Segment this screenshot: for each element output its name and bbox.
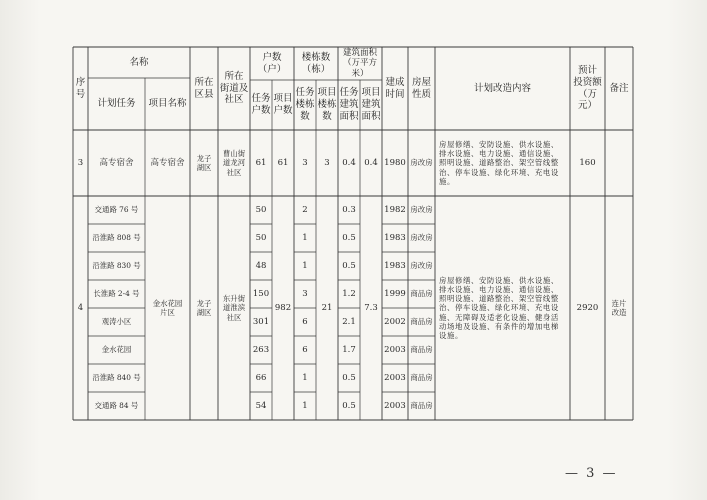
- sub-task: 沿淮路 830 号: [92, 261, 141, 271]
- row4-households-project: 982: [274, 302, 292, 313]
- header-buildings-task: 任务 楼栋 数: [295, 87, 315, 122]
- header-task-name: 计划任务: [97, 98, 136, 110]
- sub-task: 观涛小区: [101, 317, 132, 327]
- sub-year: 1983: [384, 260, 406, 271]
- sub-nature: 商品房: [410, 401, 433, 411]
- sub-area: 0.5: [342, 400, 356, 411]
- sub-households: 48: [255, 260, 267, 271]
- row4-street: 东升街 道淮滨 社区: [222, 294, 246, 322]
- header-area-group: 建筑面积 （万平方米）: [342, 47, 377, 79]
- sub-nature: 房改房: [410, 233, 433, 243]
- sub-households: 66: [255, 372, 267, 383]
- header-buildings-group: 楼栋数 （栋）: [301, 51, 331, 75]
- header-households-task: 任务 户数: [251, 93, 271, 116]
- sub-area: 1.2: [342, 288, 356, 299]
- row3-area-task: 0.4: [342, 157, 356, 168]
- sub-task: 沿淮路 808 号: [92, 233, 141, 243]
- sub-households: 301: [252, 316, 270, 327]
- header-year: 建成 时间: [385, 76, 405, 100]
- sub-buildings: 3: [302, 288, 308, 299]
- row3-task: 高专宿舍: [99, 157, 134, 168]
- row4-district: 龙子 湖区: [196, 298, 212, 317]
- header-content: 计划改造内容: [473, 82, 531, 94]
- row3-seq: 3: [77, 157, 84, 168]
- sub-nature: 商品房: [410, 345, 433, 355]
- sub-households: 263: [252, 344, 270, 355]
- header-street: 所在 街道及 社区: [219, 70, 249, 106]
- sub-year: 2002: [384, 316, 406, 327]
- sub-task: 长淮路 2-4 号: [93, 289, 140, 299]
- row4-area-project: 7.3: [364, 302, 378, 313]
- sub-buildings: 2: [302, 204, 308, 215]
- row4-buildings-project: 21: [321, 302, 333, 313]
- sub-area: 1.7: [342, 344, 356, 355]
- header-area-task: 任务 建筑 面积: [339, 87, 359, 122]
- sub-nature: 商品房: [410, 373, 433, 383]
- header-area-project: 项目 建筑 面积: [361, 87, 381, 122]
- sub-nature: 商品房: [410, 289, 433, 299]
- sub-area: 2.1: [342, 316, 356, 327]
- header-nature: 房屋 性质: [411, 76, 431, 100]
- row4-seq: 4: [77, 302, 84, 313]
- sub-buildings: 1: [302, 232, 308, 243]
- sub-buildings: 1: [302, 400, 308, 411]
- row3-buildings-project: 3: [324, 157, 330, 168]
- header-households-project: 项目 户数: [273, 93, 293, 116]
- row4-content: 房屋修缮、安防设施、供水设施、排水设施、电力设施、通信设施、照明设施、道路整治、架空管线整治、停车设施、绿化环境、充电设施、无障碍及适老化设施、健身活动场地及设施、有条件的增加电梯设施。: [439, 275, 559, 341]
- header-remark: 备注: [609, 82, 629, 94]
- sub-year: 1999: [384, 288, 406, 299]
- sub-buildings: 6: [302, 344, 308, 355]
- sub-area: 0.3: [342, 204, 356, 215]
- sub-task: 交通路 84 号: [94, 401, 139, 411]
- header-seq: 序 号: [75, 76, 86, 100]
- row3-buildings-task: 3: [302, 157, 308, 168]
- sub-households: 50: [255, 232, 267, 243]
- row3-year: 1980: [384, 157, 406, 168]
- sub-households: 150: [252, 288, 270, 299]
- sub-buildings: 6: [302, 316, 308, 327]
- row3-households-task: 61: [255, 157, 267, 168]
- header-district: 所在 区县: [194, 76, 214, 100]
- sub-year: 1983: [384, 232, 406, 243]
- sub-buildings: 1: [302, 372, 308, 383]
- header-name-group: 名称: [129, 56, 149, 68]
- page-number: — 3 —: [565, 466, 618, 481]
- sub-households: 50: [255, 204, 267, 215]
- row3-remark: [605, 130, 633, 196]
- sub-area: 0.5: [342, 232, 356, 243]
- sub-task: 沿淮路 840 号: [92, 373, 141, 383]
- sub-nature: 商品房: [410, 317, 433, 327]
- header-project-name: 项目名称: [148, 98, 187, 110]
- sub-nature: 房改房: [410, 261, 433, 271]
- row3-content: 房屋修缮、安防设施、供水设施、排水设施、电力设施、通信设施、照明设施、道路整治、架空管线整治、停车设施、绿化环境、充电设施。: [439, 139, 559, 186]
- header-investment: 预计 投资额 （万元）: [573, 64, 602, 112]
- sub-year: 2003: [384, 372, 406, 383]
- sub-area: 0.5: [342, 372, 356, 383]
- row4-project: 金水花园 片区: [152, 298, 183, 317]
- sub-year: 2003: [384, 344, 406, 355]
- row3-households-project: 61: [277, 157, 289, 168]
- header-households-group: 户数 （户）: [257, 51, 287, 75]
- header-buildings-project: 项目 楼栋 数: [317, 87, 337, 122]
- row3-area-project: 0.4: [364, 157, 378, 168]
- sub-task: 金水花园: [101, 345, 132, 355]
- row3-district: 龙子 湖区: [196, 153, 212, 172]
- row3-project: 高专宿舍: [150, 157, 185, 168]
- sub-households: 54: [255, 400, 267, 411]
- row4-investment: 2920: [576, 302, 599, 313]
- sub-year: 1982: [384, 204, 406, 215]
- sub-area: 0.5: [342, 260, 356, 271]
- sub-nature: 房改房: [410, 205, 433, 215]
- sub-task: 交通路 76 号: [94, 205, 139, 215]
- row3-nature: 房改房: [410, 158, 433, 168]
- row3-investment: 160: [579, 157, 596, 168]
- sub-buildings: 1: [302, 260, 308, 271]
- row3-street: 曹山街 道龙河 社区: [222, 149, 246, 177]
- sub-year: 2003: [384, 400, 406, 411]
- row4-remark: 连片 改造: [611, 298, 627, 317]
